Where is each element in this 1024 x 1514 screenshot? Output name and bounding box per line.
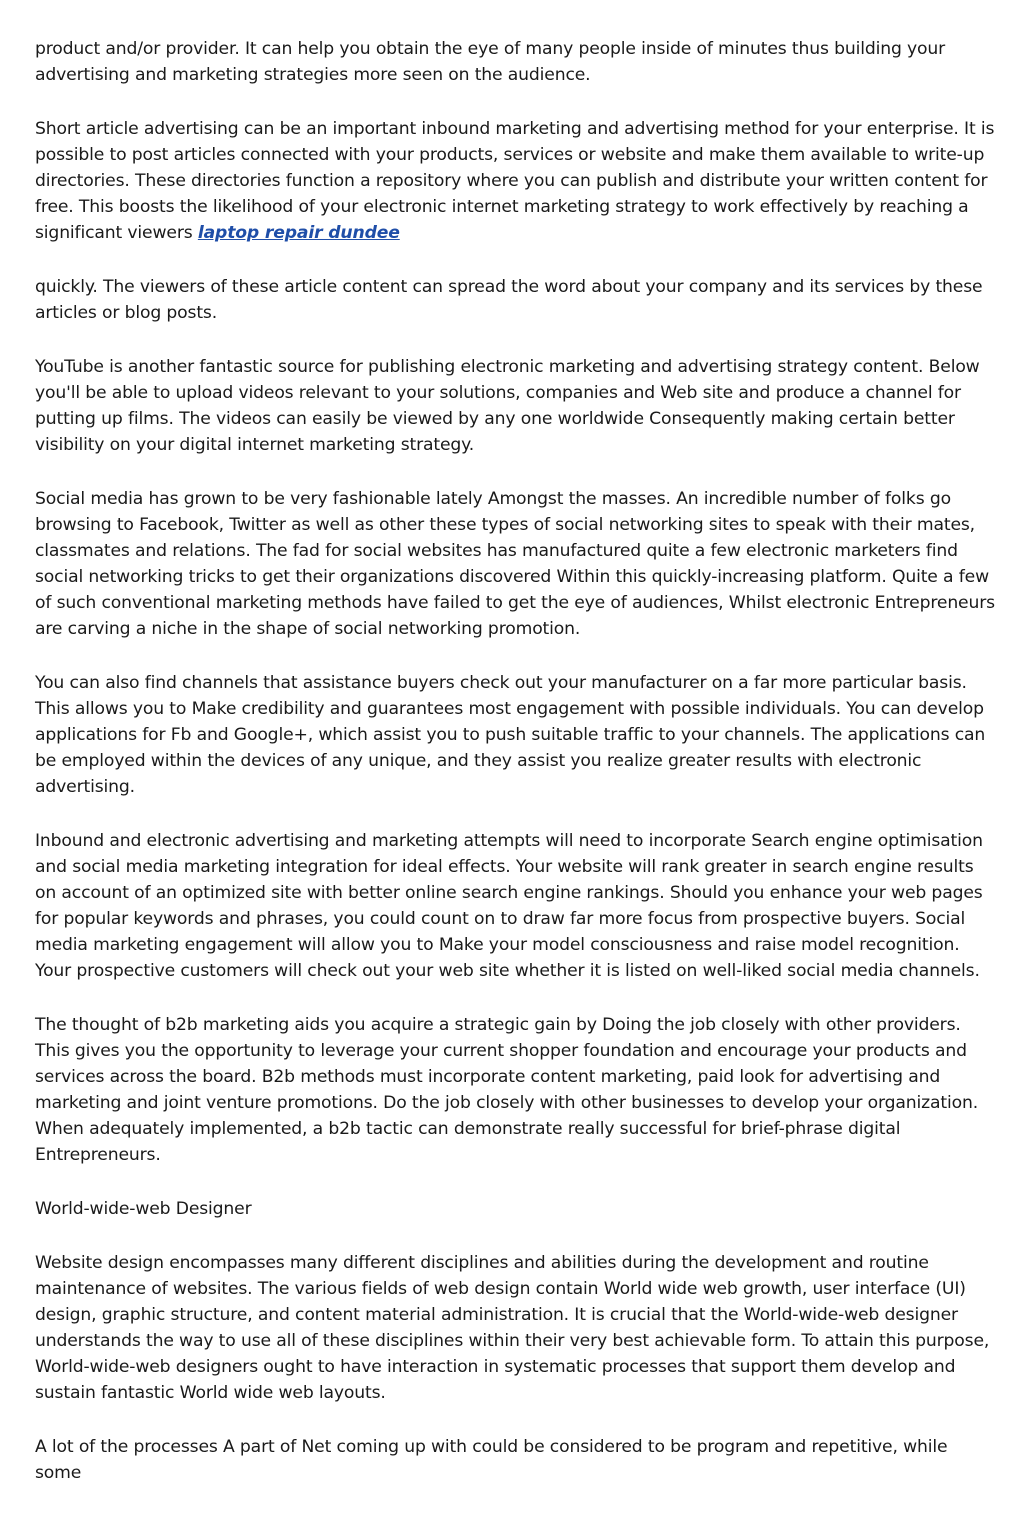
paragraph-2-text: Short article advertising can be an important inbound marketing and advertising method for your enterprise. It is possible to post articles connected with your products, services or website and make them available to write-up directories. These directories function a repository where you can publish and distribute your written content for free. This boosts the likelihood of your electronic internet marketing strategy to work effectively by reaching a significant viewers <box>35 119 995 243</box>
paragraph-10: A lot of the processes A part of Net coming up with could be considered to be program and repetitive, while some <box>35 1437 948 1483</box>
paragraph-2 <box>35 116 995 246</box>
paragraph-9: Website design encompasses many different disciplines and abilities during the development and routine maintenance of websites. The various fields of web design contain World wide web growth, user interface (UI) design, graphic structure, and content material administration. It is crucial that the World-wide-web designer understands the way to use all of these disciplines within their very best achievable form. To attain this purpose, World-wide-web designers ought to have interaction in systematic processes that support them develop and sustain fantastic World wide web layouts. <box>35 1253 990 1403</box>
laptop-repair-link[interactable]: laptop repair dundee <box>197 223 400 243</box>
section-heading: World-wide-web Designer <box>35 1199 252 1219</box>
paragraph-8: The thought of b2b marketing aids you acquire a strategic gain by Doing the job closely with other providers. This gives you the opportunity to leverage your current shopper foundation and encourage your products and services across the board. B2b methods must incorporate content marketing, paid look for advertising and marketing and joint venture promotions. Do the job closely with other businesses to develop your organization. When adequately implemented, a b2b tactic can demonstrate really successful for brief-phrase digital Entrepreneurs. <box>35 1015 979 1165</box>
paragraph-4: YouTube is another fantastic source for publishing electronic marketing and advertising strategy content. Below you'll be able to upload videos relevant to your solutions, companies and Web site and produce a channel for putting up films. The videos can easily be viewed by any one worldwide Consequently making certain better visibility on your digital internet marketing strategy. <box>35 357 980 455</box>
paragraph-7: Inbound and electronic advertising and marketing attempts will need to incorporate Search engine optimisation and social media marketing integration for ideal effects. Your website will rank greater in search engine results on account of an optimized site with better online search engine rankings. Should you enhance your web pages for popular keywords and phrases, you could count on to draw far more focus from prospective buyers. Social media marketing engagement will allow you to Make your model consciousness and raise model recognition. Your prospective customers will check out your web site whether it is listed on well-liked social media channels. <box>35 831 983 981</box>
document-body <box>35 36 995 1514</box>
paragraph-3: quickly. The viewers of these article content can spread the word about your company and its services by these articles or blog posts. <box>35 277 983 323</box>
paragraph-6: You can also find channels that assistance buyers check out your manufacturer on a far more particular basis. This allows you to Make credibility and guarantees most engagement with possible individuals. You can develop applications for Fb and Google+, which assist you to push suitable traffic to your channels. The applications can be employed within the devices of any unique, and they assist you realize greater results with electronic advertising. <box>35 673 986 797</box>
paragraph-1: product and/or provider. It can help you obtain the eye of many people inside of minutes thus building your advertising and marketing strategies more seen on the audience. <box>35 39 946 85</box>
paragraph-5: Social media has grown to be very fashionable lately Amongst the masses. An incredible number of folks go browsing to Facebook, Twitter as well as other these types of social networking sites to speak with their mates, classmates and relations. The fad for social websites has manufactured quite a few electronic marketers find social networking tricks to get their organizations discovered Within this quickly-increasing platform. Quite a few of such conventional marketing methods have failed to get the eye of audiences, Whilst electronic Entrepreneurs are carving a niche in the shape of social networking promotion. <box>35 489 995 639</box>
